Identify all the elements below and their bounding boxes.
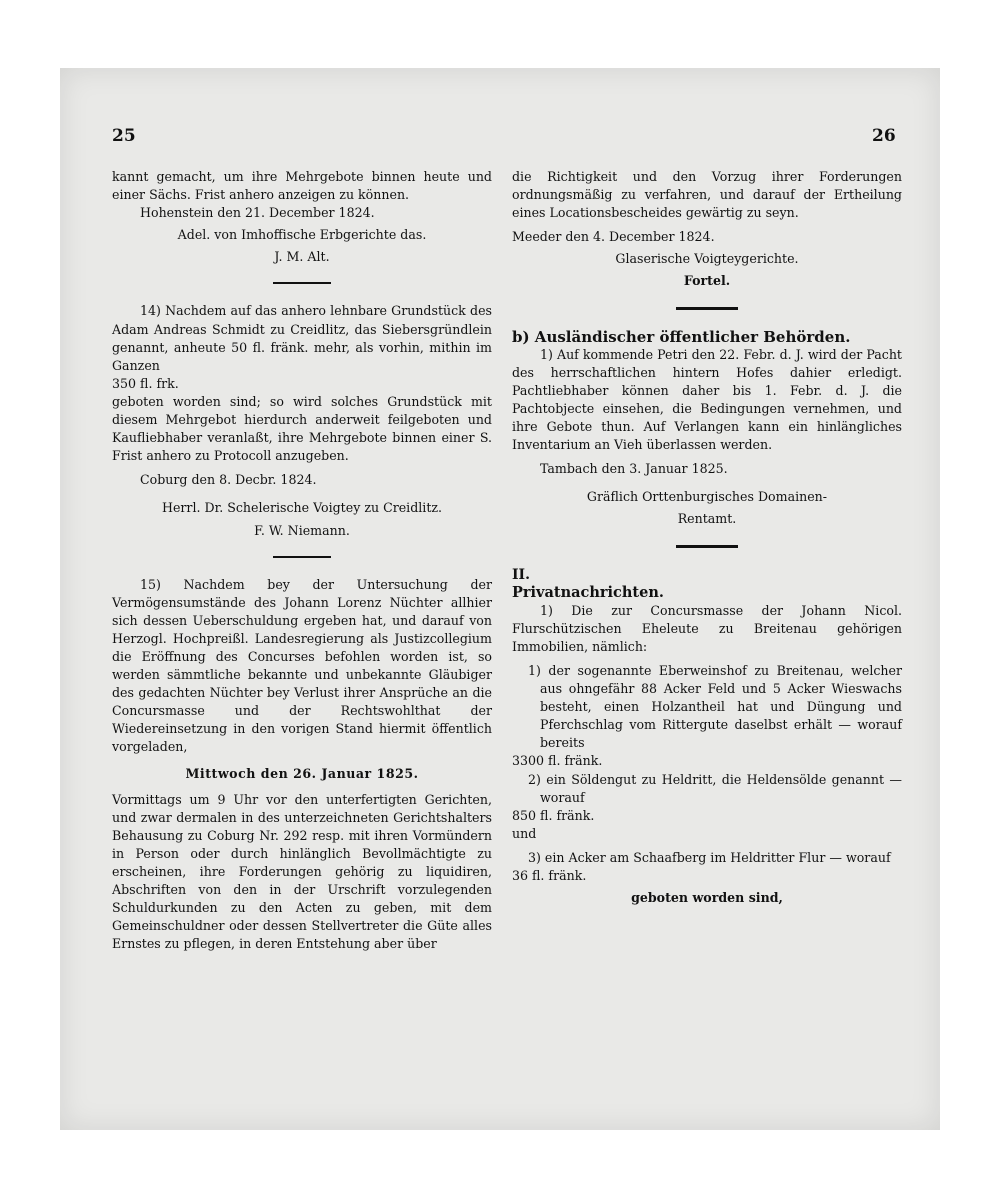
section-number-ii: II.	[512, 566, 530, 583]
issuing-authority-continued: Rentamt.	[677, 511, 737, 527]
notice-15-text: 15) Nachdem bey der Untersuchung der Vermögensumstände des Johann Lorenz Nüchter allhier sich dessen Ueberschuldung ergeben hat, und darauf von Herzogl. Hochpreißl. Landesregierung als Justizcollegium die Eröffnung des Concurses befohlen worden ist, so werden sämmtliche bekannte und unbekannte Gläubiger des gedachten Nüchter bey Verlust ihrer Ansprüche an die Concursmasse und der Rechtswohlthat der Wiedereinsetzung in den vorigen Stand hiermit öffentlich vorgeladen,	[112, 576, 492, 755]
left-column	[112, 168, 492, 953]
right-column	[512, 168, 902, 907]
issuing-authority: Herrl. Dr. Schelerische Voigtey zu Creidlitz.	[161, 500, 443, 516]
notice-14-amount: 350 fl. frk.	[112, 375, 179, 391]
place-date: Hohenstein den 21. December 1824.	[140, 205, 375, 221]
notice-b1-text: 1) Auf kommende Petri den 22. Febr. d. J. wird der Pacht des herrschaftlichen hintern Hofes dahier erledigt. Pachtliebhaber können daher bis 1. Febr. d. J. die Pachtobjecte einsehen, die Bedingungen vernehmen, und ihre Gebote thun. Auf Verlangen kann ein hinlängliches Inventarium an Vieh überlassen werden.	[512, 346, 902, 453]
property-item-text: 3) ein Acker am Schaafberg im Heldritter Flur — worauf	[528, 849, 891, 865]
closing-text: geboten worden sind,	[631, 890, 783, 906]
notice-15-date: Mittwoch den 26. Januar 1825.	[185, 765, 419, 781]
section-divider	[273, 282, 331, 284]
page-number-left: 25	[112, 126, 136, 146]
property-item-1	[528, 662, 902, 752]
property-item-amount: 850 fl. fränk.	[512, 807, 595, 823]
signatory: J. M. Alt.	[274, 249, 330, 265]
property-item-2	[528, 771, 902, 807]
property-item-3	[528, 849, 902, 867]
section-divider	[676, 545, 738, 548]
issuing-authority: Glaserische Voigteygerichte.	[615, 251, 799, 267]
property-item-amount: 3300 fl. fränk.	[512, 753, 603, 769]
issuing-authority: Gräflich Orttenburgisches Domainen-	[586, 489, 828, 505]
signatory: Fortel.	[683, 273, 731, 289]
private-notice-1-text: 1) Die zur Concursmasse der Johann Nicol. Flurschützischen Eheleute zu Breitenau gehörigen Immobilien, nämlich:	[512, 602, 902, 654]
property-item-text: 2) ein Söldengut zu Heldritt, die Heldensölde genannt — worauf	[528, 771, 902, 805]
signatory: F. W. Niemann.	[254, 522, 350, 538]
place-date: Meeder den 4. December 1824.	[512, 229, 715, 245]
page-number-right: 26	[872, 126, 896, 146]
continuation-paragraph: die Richtigkeit und den Vorzug ihrer Forderungen ordnungsmäßig zu verfahren, und darauf der Ertheilung eines Locationsbescheides gewärtig zu seyn.	[512, 169, 902, 221]
notice-15-continued: Vormittags um 9 Uhr vor den unterfertigten Gerichten, und zwar dermalen in des unterzeichneten Gerichtshalters Behausung zu Coburg Nr. 292 resp. mit ihren Vormündern in Person oder durch hinlänglich Bevollmächtigte zu erscheinen, ihre Forderungen gehörig zu liquidiren, Abschriften von den in der Urschrift vorzulegenden Schuldurkunden zu den Acten zu geben, mit dem Gemeinschuldner oder dessen Stellvertreter die Güte alles Ernstes zu pflegen, in deren Entstehung aber über	[112, 791, 492, 952]
section-heading-private-notices: Privatnachrichten.	[512, 583, 664, 601]
notice-14-text: 14) Nachdem auf das anhero lehnbare Grundstück des Adam Andreas Schmidt zu Creidlitz, das Siebersgründlein genannt, anheute 50 fl. fränk. mehr, als vorhin, mithin im Ganzen	[112, 303, 492, 373]
property-item-amount: 36 fl. fränk.	[512, 868, 587, 883]
section-divider	[273, 556, 331, 558]
continuation-paragraph: kannt gemacht, um ihre Mehrgebote binnen heute und einer Sächs. Frist anhero anzeigen zu können.	[112, 169, 492, 203]
section-heading-b: b) Ausländischer öffentlicher Behörden.	[512, 327, 851, 346]
issuing-authority: Adel. von Imhoffische Erbgerichte das.	[177, 227, 427, 243]
property-item-text: 1) der sogenannte Eberweinshof zu Breitenau, welcher aus ohngefähr 88 Acker Feld und 5 Acker Wieswachs besteht, einen Holzantheil hat und Düngung und Pferchschlag vom Rittergute daselbst erhält — worauf bereits	[528, 662, 902, 751]
notice-14-continued: geboten worden sind; so wird solches Grundstück mit diesem Mehrgebot hierdurch anderweit feilgeboten und Kaufliebhaber veranlaßt, ihre Mehrgebote binnen einer S. Frist anhero zu Protocoll anzugeben.	[112, 393, 492, 464]
place-date: Coburg den 8. Decbr. 1824.	[140, 472, 317, 488]
place-date: Tambach den 3. Januar 1825.	[540, 461, 728, 477]
section-divider	[676, 307, 738, 310]
conjunction-text: und	[512, 825, 537, 841]
